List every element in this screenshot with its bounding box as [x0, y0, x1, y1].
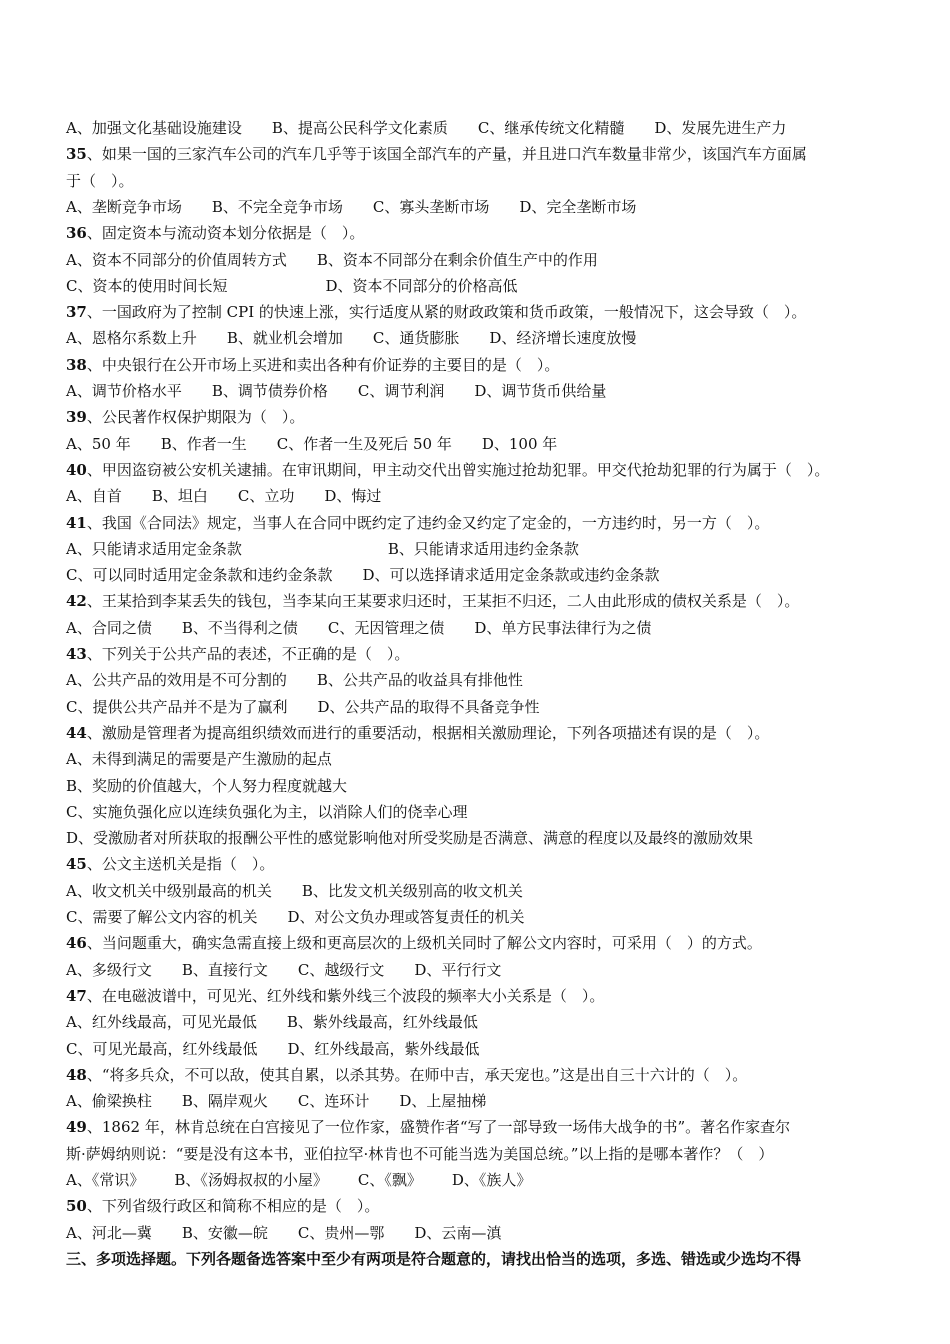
answer-option: C、提供公共产品并不是为了赢利 [66, 697, 288, 716]
answer-option: C、连环计 [297, 1092, 370, 1111]
question-text: 、下列关于公共产品的表述，不正确的是（ ）。 [86, 645, 410, 663]
answer-option: C、继承传统文化精髓 [477, 119, 625, 137]
answer-option: A、《常识》 [66, 1171, 145, 1189]
question-text: 、固定资本与流动资本划分依据是（ ）。 [86, 224, 365, 243]
answer-option: A、偷梁换柱 [66, 1092, 152, 1111]
option-row [66, 1009, 910, 1035]
answer-option: A、只能请求适用定金条款 [66, 539, 242, 558]
option-row [66, 378, 910, 404]
option-row [66, 1220, 910, 1246]
question-stem [66, 720, 910, 746]
answer-option: B、安徽—皖 [181, 1223, 268, 1242]
question-stem [66, 930, 910, 956]
answer-option: C、贵州—鄂 [297, 1223, 385, 1242]
answer-option: B、提高公民科学文化素质 [271, 119, 448, 137]
answer-option: B、直接行文 [181, 960, 268, 979]
option-row [66, 667, 910, 693]
question-number: 35 [66, 145, 87, 164]
answer-option: B、资本不同部分在剩余价值生产中的作用 [316, 250, 598, 269]
option-row [66, 1036, 910, 1062]
answer-option: C、越级行文 [297, 960, 385, 979]
option-row [66, 115, 910, 141]
answer-option: D、经济增长速度放慢 [489, 329, 637, 348]
answer-option: D、《族人》 [451, 1171, 532, 1189]
answer-option: B、作者一生 [160, 434, 247, 453]
answer-option: D、对公文负办理或答复责任的机关 [287, 908, 525, 926]
answer-option: C、通货膨胀 [372, 329, 460, 348]
question-number: 43 [66, 645, 87, 663]
question-text: 、如果一国的三家汽车公司的汽车几乎等于该国全部汽车的产量，并且进口汽车数量非常少，该国汽车方面属 [86, 145, 807, 164]
answer-option: B、隔岸观火 [181, 1092, 268, 1111]
question-number: 46 [66, 934, 87, 953]
question-number: 44 [66, 723, 87, 742]
answer-option: B、不完全竞争市场 [211, 197, 343, 216]
answer-option: D、可以选择请求适用定金条款或违约金条款 [362, 566, 660, 585]
option-row [66, 615, 910, 641]
question-number: 40 [66, 460, 87, 479]
answer-option: A、50 年 [66, 434, 131, 453]
question-number: 37 [66, 303, 87, 322]
option-row [66, 483, 910, 509]
answer-option: D、100 年 [481, 434, 558, 453]
question-text: 、当问题重大，确实急需直接上级和更高层次的上级机关同时了解公文内容时，可采用（ ）的方式。 [86, 934, 762, 953]
question-stem [66, 220, 910, 246]
question-stem [66, 404, 910, 430]
question-number: 38 [66, 355, 87, 374]
answer-option: B、坦白 [151, 487, 208, 506]
question-number: 42 [66, 592, 87, 611]
text-line [66, 825, 910, 851]
question-text: 、激励是管理者为提高组织绩效而进行的重要活动，根据相关激励理论，下列各项描述有误的是（ ）。 [86, 723, 770, 742]
answer-option: D、云南—滇 [414, 1223, 502, 1242]
option-row [66, 536, 910, 562]
question-text: 、1862 年，林肯总统在白宫接见了一位作家，盛赞作者“写了一部导致一场伟大战争的书”。著名作家查尔 [86, 1118, 791, 1137]
answer-option: A、公共产品的效用是不可分割的 [66, 671, 287, 690]
answer-option: A、自首 [66, 487, 122, 506]
answer-option: D、资本不同部分的价格高低 [325, 276, 518, 295]
question-number: 48 [66, 1065, 87, 1084]
answer-option: C、可见光最高，红外线最低 [66, 1039, 258, 1058]
option-row [66, 194, 910, 220]
question-stem [66, 588, 910, 614]
answer-option: C、需要了解公文内容的机关 [66, 908, 258, 926]
question-text: 、公民著作权保护期限为（ ）。 [86, 408, 305, 427]
question-text: 、中央银行在公开市场上买进和卖出各种有价证券的主要目的是（ ）。 [86, 355, 560, 374]
answer-option: A、收文机关中级别最高的机关 [66, 881, 272, 900]
answer-option: D、调节货币供给量 [474, 382, 607, 400]
line-text: A、未得到满足的需要是产生激励的起点 [66, 750, 332, 769]
answer-option: C、《飘》 [357, 1171, 422, 1189]
answer-option: B、不当得利之债 [181, 618, 298, 637]
question-text: 、在电磁波谱中，可见光、红外线和紫外线三个波段的频率大小关系是（ ）。 [86, 986, 605, 1005]
question-stem [66, 983, 910, 1009]
question-text: 、下列省级行政区和简称不相应的是（ ）。 [86, 1197, 380, 1216]
option-row [66, 247, 910, 273]
text-line [66, 799, 910, 825]
answer-option: B、只能请求适用违约金条款 [387, 539, 579, 558]
answer-option: B、调节债券价格 [211, 382, 328, 400]
answer-option: C、作者一生及死后 50 年 [276, 434, 452, 453]
answer-option: D、红外线最高，紫外线最低 [287, 1039, 480, 1058]
line-text: 斯·萨姆纳则说：“要是没有这本书，亚伯拉罕·林肯也不可能当选为美国总统。”以上指的是哪本著作？（ ） [66, 1144, 774, 1163]
question-text: 、一国政府为了控制 CPI 的快速上涨，实行适度从紧的财政政策和货币政策，一般情况下，这会导致（ ）。 [86, 303, 807, 322]
question-stem [66, 141, 910, 167]
answer-option: A、河北—冀 [66, 1223, 152, 1242]
question-number: 39 [66, 408, 87, 427]
question-stem [66, 1193, 910, 1219]
text-line [66, 168, 910, 194]
question-stem [66, 352, 910, 378]
answer-option: A、恩格尔系数上升 [66, 329, 197, 348]
answer-option: D、发展先进生产力 [654, 119, 787, 137]
line-text: C、实施负强化应以连续负强化为主，以消除人们的侥幸心理 [66, 802, 468, 821]
answer-option: C、寡头垄断市场 [372, 197, 490, 216]
line-text: 于（ ）。 [66, 171, 134, 190]
answer-option: B、《汤姆叔叔的小屋》 [174, 1171, 328, 1189]
option-row [66, 431, 910, 457]
question-text: 、“将多兵众，不可以敌，使其自累，以杀其势。在师中吉，承天宠也。”这是出自三十六计的（ ）。 [86, 1065, 748, 1084]
answer-option: B、比发文机关级别高的收文机关 [301, 881, 523, 900]
question-stem [66, 510, 910, 536]
question-stem [66, 1062, 910, 1088]
text-line [66, 746, 910, 772]
option-row [66, 878, 910, 904]
question-number: 50 [66, 1197, 87, 1216]
question-number: 36 [66, 224, 87, 243]
question-text: 、甲因盗窃被公安机关逮捕。在审讯期间，甲主动交代出曾实施过抢劫犯罪。甲交代抢劫犯罪的行为属于（ ）。 [86, 460, 830, 479]
question-text: 、我国《合同法》规定，当事人在合同中既约定了违约金又约定了定金的，一方违约时，另一方（ ）。 [86, 513, 770, 532]
question-number: 41 [66, 513, 87, 532]
section-heading-text: 三、多项选择题。下列各题备选答案中至少有两项是符合题意的，请找出恰当的选项，多选、错选或少选均不得 [66, 1249, 802, 1268]
line-text: B、奖励的价值越大，个人努力程度就越大 [66, 776, 348, 795]
text-line [66, 1141, 910, 1167]
question-number: 49 [66, 1118, 87, 1137]
option-row [66, 325, 910, 351]
answer-option: C、立功 [237, 487, 295, 506]
answer-option: A、红外线最高，可见光最低 [66, 1013, 257, 1032]
answer-option: C、资本的使用时间长短 [66, 276, 228, 295]
answer-option: C、调节利润 [357, 382, 445, 400]
answer-option: B、公共产品的收益具有排他性 [316, 671, 523, 690]
option-row [66, 957, 910, 983]
answer-option: D、平行行文 [414, 960, 502, 979]
text-line [66, 773, 910, 799]
section-heading [66, 1246, 910, 1272]
question-stem [66, 1114, 910, 1140]
question-number: 47 [66, 986, 87, 1005]
question-number: 45 [66, 855, 87, 874]
answer-option: A、资本不同部分的价值周转方式 [66, 250, 287, 269]
answer-option: B、紫外线最高，红外线最低 [286, 1013, 478, 1032]
question-stem [66, 457, 910, 483]
answer-option: B、就业机会增加 [226, 329, 343, 348]
answer-option: A、垄断竞争市场 [66, 197, 182, 216]
option-row [66, 1088, 910, 1114]
answer-option: A、加强文化基础设施建设 [66, 119, 242, 137]
question-text: 、公文主送机关是指（ ）。 [86, 855, 275, 874]
option-row [66, 1167, 910, 1193]
answer-option: D、完全垄断市场 [519, 197, 637, 216]
question-stem [66, 641, 910, 667]
answer-option: D、单方民事法律行为之债 [474, 618, 652, 637]
answer-option: D、公共产品的取得不具备竞争性 [317, 697, 540, 716]
answer-option: D、上屋抽梯 [399, 1092, 487, 1111]
answer-option: C、可以同时适用定金条款和违约金条款 [66, 566, 333, 585]
line-text: D、受激励者对所获取的报酬公平性的感觉影响他对所受奖励是否满意、满意的程度以及最终的激励效果 [66, 829, 754, 848]
answer-option: D、悔过 [324, 487, 382, 506]
question-stem [66, 299, 910, 325]
option-row [66, 904, 910, 930]
option-row [66, 273, 910, 299]
question-text: 、王某拾到李某丢失的钱包，当李某向王某要求归还时，王某拒不归还，二人由此形成的债权关系是（ ）。 [86, 592, 800, 611]
answer-option: A、合同之债 [66, 618, 152, 637]
answer-option: A、调节价格水平 [66, 382, 182, 400]
answer-option: C、无因管理之债 [327, 618, 445, 637]
answer-option: A、多级行文 [66, 960, 152, 979]
option-row [66, 694, 910, 720]
option-row [66, 562, 910, 588]
question-stem [66, 851, 910, 877]
